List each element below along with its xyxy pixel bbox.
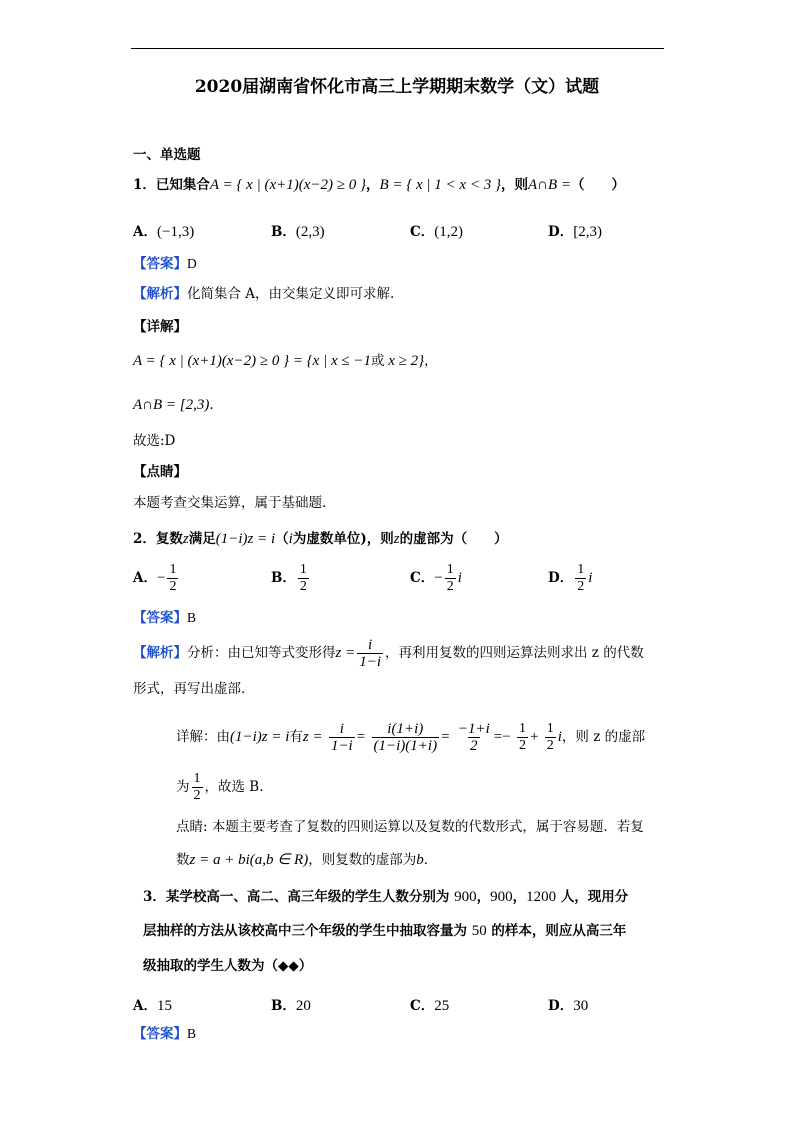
q1-stem: 1．已知集合A = { x | (x+1)(x−2) ≥ 0 }，B = { x | 1 < x < 3 }，则A∩B =（ ） bbox=[133, 177, 625, 193]
q3-stem-line3: 级抽取的学生人数为（◆◆） bbox=[143, 958, 313, 974]
q2-analysis: 【解析】分析：由已知等式变形得z = $\frac{i}{1-i}$ ，再利用复数的四则运算法则求出 z 的代数 bbox=[133, 637, 644, 670]
q3-option-d: D．30 bbox=[548, 998, 589, 1014]
q2-option-d: D． $\frac{1}{2}$ i bbox=[548, 562, 593, 594]
q1-option-c: C．(1,2) bbox=[410, 224, 463, 240]
q2-option-b: B． $\frac{1}{2}$ bbox=[271, 562, 307, 594]
q1-choose: 故选:D bbox=[133, 433, 176, 449]
q2-option-a: A．− $\frac{1}{2}$ bbox=[133, 562, 177, 594]
q3-stem-line1: 3．某学校高一、高二、高三年级的学生人数分别为 900，900，1200 人，现用分 bbox=[143, 889, 629, 905]
q3-option-b: B．20 bbox=[271, 998, 311, 1014]
q1-comment: 本题考查交集运算，属于基础题. bbox=[133, 495, 327, 511]
q2-answer: 【答案】B bbox=[133, 610, 197, 626]
q1-analysis: 【解析】化简集合 A，由交集定义即可求解. bbox=[133, 286, 395, 302]
q1-option-d: D．[2,3) bbox=[548, 224, 602, 240]
q3-answer: 【答案】B bbox=[133, 1026, 197, 1042]
q2-analysis-cont: 形式，再写出虚部． bbox=[133, 681, 255, 697]
page-title: 2020届湖南省怀化市高三上学期期末数学（文）试题 bbox=[194, 77, 600, 97]
q3-option-a: A．15 bbox=[133, 998, 172, 1014]
q3-stem-line2: 层抽样的方法从该校高中三个年级的学生中抽取容量为 50 的样本，则应从高三年 bbox=[143, 923, 627, 939]
q1-detail-line1: A = { x | (x+1)(x−2) ≥ 0 } = {x | x ≤ −1或 x ≥ 2}， bbox=[133, 353, 438, 369]
q2-detail-cont: 为 $\frac{1}{2}$ ，故选 B. bbox=[176, 771, 264, 803]
q2-comment-cont: 数z = a + bi(a,b ∈ R)，则复数的虚部为b． bbox=[176, 852, 438, 868]
q1-option-a: A．(−1,3) bbox=[133, 224, 195, 240]
q2-comment: 点睛: 本题主要考查了复数的四则运算以及复数的代数形式，属于容易题．若复 bbox=[176, 819, 644, 835]
q1-answer: 【答案】D bbox=[133, 256, 197, 272]
q1-detail-line2: A∩B = [2,3). bbox=[133, 397, 214, 413]
q2-detail: 详解：由(1−i)z = i有z = $\frac{i}{1-i}$ = $\frac{i(1+i)}{(1-i)(1+i)}$ = $\frac{-1+i}{2}$ =− $\frac{1}{2}$ + $\frac{1}{2}$ i，则 z 的虚部 bbox=[176, 721, 646, 754]
q2-stem: 2．复数z满足(1−i)z = i（i为虚数单位)，则z的虚部为（ ） bbox=[133, 531, 508, 547]
header-rule bbox=[131, 48, 664, 49]
q3-option-c: C．25 bbox=[410, 998, 450, 1014]
q1-option-b: B．(2,3) bbox=[271, 224, 325, 240]
q1-detail-heading: 【详解】 bbox=[133, 319, 187, 335]
q2-option-c: C．− $\frac{1}{2}$ i bbox=[410, 562, 462, 594]
section-heading: 一、单选题 bbox=[133, 147, 201, 163]
q1-comment-heading: 【点睛】 bbox=[133, 464, 187, 480]
